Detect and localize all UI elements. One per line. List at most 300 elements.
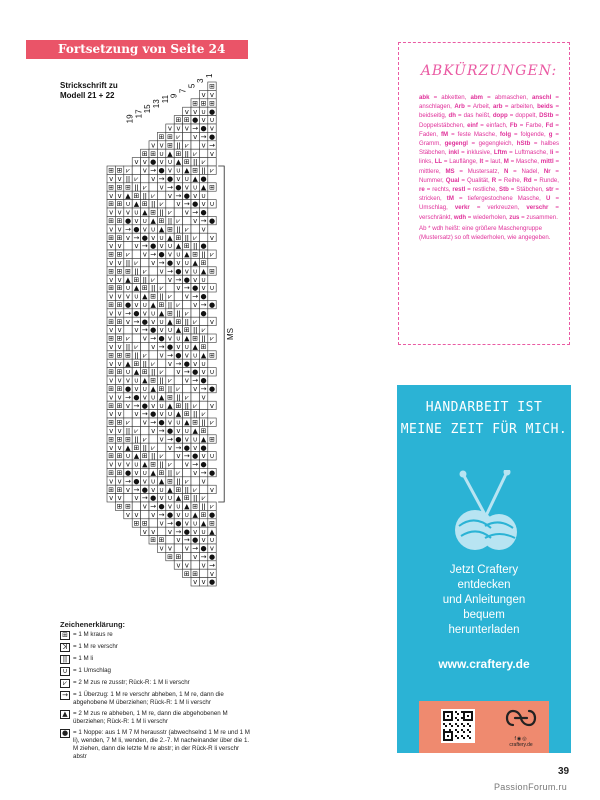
chart-cell [132,166,140,174]
chart-stitch-symbol: → [175,191,182,200]
chart-stitch-symbol: ▲ [158,393,165,402]
chart-stitch-symbol: ▲ [200,435,207,444]
chart-stitch-symbol: v [117,359,122,368]
chart-stitch-symbol: ▲ [150,385,156,393]
chart-cell [174,208,182,216]
chart-stitch-symbol: ● [158,418,165,427]
chart-stitch-symbol: ⊞ [116,385,123,393]
chart-stitch-symbol: ⊞ [108,200,115,209]
chart-stitch-symbol: v [125,376,131,385]
chart-stitch-symbol: ǀǀ [151,452,156,461]
chart-stitch-symbol: ⊞ [175,485,182,494]
chart-stitch-symbol: v [151,317,156,326]
chart-stitch-symbol: v [151,511,156,519]
chart-stitch-symbol: → [167,267,173,276]
chart-stitch-symbol: ⩗ [201,410,206,419]
chart-stitch-symbol: v [134,410,139,419]
chart-stitch-symbol: ● [150,158,157,167]
chart-stitch-symbol: v [167,275,173,284]
chart-stitch-symbol: ∪ [159,149,165,158]
chart-stitch-symbol: ⊞ [183,494,190,503]
chart-cell [141,342,149,350]
abbreviation-meaning: = Masche, [508,158,541,166]
chart-stitch-symbol: ⊞ [108,469,115,477]
chart-stitch-symbol: ⊞ [158,301,165,309]
chart-stitch-symbol: ⊞ [209,183,215,192]
chart-cell [157,443,165,451]
chart-stitch-symbol: ⊞ [175,233,182,242]
chart-stitch-symbol: ● [141,401,148,410]
chart-cell [124,410,132,418]
chart-stitch-symbol: ⊞ [209,435,215,444]
abbreviation-term: LL [434,158,443,166]
chart-stitch-symbol: ⊞ [167,225,173,234]
chart-stitch-symbol: ⊞ [175,553,182,561]
chart-stitch-symbol: ● [183,443,190,452]
chart-stitch-symbol: ● [208,133,216,141]
chart-stitch-symbol: ∪ [184,175,190,183]
chart-stitch-symbol: ● [192,368,199,377]
chart-stitch-symbol: v [142,418,147,427]
chart-stitch-symbol: ⊞ [108,217,115,225]
abbreviation-term: beids [537,103,553,111]
chart-stitch-symbol: v [184,267,189,276]
chart-stitch-symbol: v [117,326,122,335]
chart-stitch-symbol: v [201,91,206,99]
chart-stitch-symbol: ● [175,183,182,192]
chart-stitch-symbol: ⊞ [133,519,140,528]
chart-stitch-symbol: ∪ [175,250,181,259]
chart-stitch-symbol: ∪ [192,519,198,528]
chart-stitch-symbol: ● [208,469,216,477]
chart-stitch-symbol: ⩗ [126,166,130,175]
abbreviation-meaning: = das heißt, [455,112,493,120]
chart-stitch-symbol: ∪ [209,284,215,293]
chart-stitch-symbol: ▲ [158,309,165,318]
chart-stitch-symbol: → [175,275,182,284]
chart-stitch-symbol: ⩗ [168,208,172,217]
chart-stitch-symbol: v [201,561,206,570]
chart-stitch-symbol: v [209,401,215,410]
ad-headline-line2: MEINE ZEIT FÜR MICH. [400,422,568,437]
chart-stitch-symbol: ⊞ [116,469,123,477]
chart-cell [149,267,157,275]
chart-stitch-symbol: v [151,233,156,242]
chart-stitch-symbol: v [176,561,181,570]
chart-stitch-symbol: ⊞ [133,275,140,284]
chart-stitch-symbol: ǀǀ [201,166,206,175]
legend-item-text: = 1 M re verschr [73,643,118,650]
chart-stitch-symbol: v [109,393,114,402]
ad-body-line: entdecken [457,579,511,591]
chart-stitch-symbol: v [142,309,147,318]
chart-stitch-symbol: → [158,175,165,183]
chart-stitch-symbol: ⩗ [193,485,198,494]
abbreviation-meaning: = Runde, [531,176,559,184]
legend-item [60,679,250,688]
chart-stitch-symbol: v [184,124,189,133]
chart-stitch-symbol: ǀǀ [201,250,206,259]
chart-stitch-symbol: ⊞ [200,99,207,108]
chart-stitch-symbol: → [133,233,140,242]
abbreviation-term: arb [492,103,503,111]
craftery-logo [503,705,539,748]
chart-stitch-symbol: ∪ [209,200,215,209]
chart-stitch-symbol: ⩗ [184,477,189,486]
chart-stitch-symbol: v [151,141,156,150]
chart-stitch-symbol: v [134,326,139,335]
abbreviation-meaning: = anschlagen, [419,94,559,111]
chart-stitch-symbol: ● [158,250,165,259]
chart-cell [183,216,191,224]
chart-stitch-symbol: ǀǀ [184,149,189,158]
abbreviation-term: R [491,176,497,184]
chart-stitch-symbol: ∪ [133,292,139,301]
chart-stitch-symbol: ⩗ [184,393,189,402]
chart-stitch-symbol: → [158,427,165,435]
chart-stitch-symbol: ⩗ [151,191,156,200]
social-icons: f◉◎ [514,736,528,742]
chart-stitch-symbol: ● [150,326,157,335]
chart-stitch-symbol: v [167,124,173,133]
chart-stitch-symbol: v [167,527,173,536]
chart-stitch-symbol: v [159,141,164,150]
chart-stitch-symbol: ▲ [133,368,140,377]
chart-stitch-symbol: ⊞ [108,401,115,410]
chart-stitch-symbol: v [184,376,189,385]
legend-item-text: = 1 Überzug: 1 M re verschr abheben, 1 M re, dann die abgehobene M überziehen; Rück-R: 1 M li verschr [73,691,224,706]
chart-stitch-symbol: v [151,485,156,494]
chart-cell [157,275,165,283]
chart-stitch-symbol: ▲ [142,208,148,217]
chart-stitch-symbol: v [125,511,131,519]
chart-stitch-symbol: ⩗ [210,334,214,343]
chart-stitch-symbol: ⊞ [209,82,215,91]
chart-stitch-symbol: ⩗ [210,250,214,259]
chart-stitch-symbol: ● [200,124,207,133]
chart-stitch-symbol: v [176,175,181,183]
chart-stitch-symbol: → [125,477,131,486]
chart-stitch-symbol: ⊞ [200,427,207,435]
chart-stitch-symbol: ǀǀ [176,393,181,402]
chart-stitch-symbol: ● [200,309,207,318]
chart-stitch-symbol: ∪ [150,309,156,318]
legend-list [60,631,250,761]
chart-cell [132,250,140,258]
chart-cell [149,435,157,443]
chart-cell [141,258,149,266]
legend-item [60,729,250,761]
chart-cell [191,225,199,233]
chart-cell [208,158,216,166]
abbreviation-meaning: = einfach, [477,121,510,129]
chart-stitch-symbol: ⊞ [141,149,148,158]
chart-stitch-symbol: v [109,259,114,267]
chart-stitch-symbol: ⩗ [201,326,206,335]
abbreviation-meaning: = rechts, [424,186,453,194]
abbreviation-meaning: = Reihe, [496,176,524,184]
chart-stitch-symbol: ⊞ [192,418,199,427]
chart-stitch-symbol: → [192,124,199,133]
chart-stitch-symbol: ● [175,519,182,528]
chart-stitch-symbol: ⊞ [108,452,115,461]
chart-row-label: 1 [205,73,214,78]
chart-stitch-symbol: ⊞ [150,460,157,469]
chart-stitch-symbol: → [192,376,199,385]
chart-stitch-symbol: ⊞ [116,418,123,427]
chart-stitch-symbol: ● [208,385,216,393]
chart-stitch-symbol: ▲ [200,351,207,360]
chart-stitch-symbol: ǀǀ [125,427,131,435]
abbreviation-meaning: = doppelt, [507,112,540,120]
chart-stitch-symbol: v [109,292,114,301]
chart-stitch-symbol: v [201,393,206,402]
chart-stitch-symbol: ⊞ [108,351,115,360]
chart-stitch-symbol: ǀǀ [176,225,181,234]
chart-stitch-symbol: ● [200,460,207,469]
chart-stitch-symbol: ǀǀ [193,158,198,167]
chart-stitch-symbol: ∪ [133,460,139,469]
chart-cell [174,460,182,468]
chart-stitch-symbol: ▲ [125,359,131,368]
chart-cell [199,149,207,157]
chart-stitch-symbol: v [151,527,156,536]
abbreviation-term: Arb [454,103,465,111]
purl-icon: ǀǀ [60,655,70,664]
chart-stitch-symbol: v [184,519,189,528]
chart-stitch-symbol: ● [166,259,174,267]
chart-stitch-symbol: ǀǀ [125,175,131,183]
abbreviation-meaning: = mittlere, [419,158,560,175]
chart-stitch-symbol: ⊞ [209,99,215,108]
chart-stitch-symbol: → [183,200,190,209]
chart-cell [132,502,140,510]
chart-stitch-symbol: ǀǀ [184,317,189,326]
chart-stitch-symbol: → [141,242,148,251]
chart-stitch-symbol: ∪ [184,343,190,351]
chart-stitch-symbol: ⩗ [193,401,198,410]
chart-stitch-symbol: ⊞ [183,326,190,335]
chart-stitch-symbol: ⊞ [167,477,173,486]
chart-stitch-symbol: ⊞ [183,410,190,419]
chart-stitch-symbol: ▲ [142,376,148,385]
abbreviation-meaning: = feste Masche, [448,130,500,138]
chart-stitch-symbol: ⊞ [167,141,173,150]
chart-stitch-symbol: v [109,359,114,368]
chart-stitch-symbol: v [117,477,122,486]
chart-stitch-symbol: ⊞ [108,317,115,326]
chart-stitch-symbol: ● [192,452,199,461]
chart-stitch-symbol: ⊞ [141,452,148,461]
legend-item [60,643,250,652]
chart-stitch-symbol: ● [158,502,165,511]
chart-stitch-symbol: ▲ [167,233,173,242]
chart-stitch-symbol: ⩗ [134,427,139,435]
chart-stitch-symbol: ● [150,242,157,251]
chart-stitch-symbol: v [193,191,198,200]
chart-stitch-symbol: v [125,460,131,469]
abbreviation-term: abk [419,94,430,101]
legend-item [60,710,250,726]
chart-stitch-symbol: v [134,494,139,503]
chart-stitch-symbol: ● [175,351,182,360]
chart-stitch-symbol: ⊞ [167,553,173,561]
chart-stitch-symbol: ǀǀ [201,418,206,427]
ad-headline-line1: HANDARBEIT IST [425,400,543,415]
chart-stitch-symbol: v [201,452,206,461]
chart-stitch-symbol: ǀǀ [159,376,164,385]
chart-stitch-symbol: ▲ [150,301,156,309]
chart-stitch-symbol: ▲ [158,477,165,486]
chart-stitch-symbol: v [176,427,181,435]
chart-stitch-symbol: v [209,544,215,553]
continuation-header-text: Fortsetzung von Seite 24 [58,42,226,56]
chart-stitch-symbol: v [134,385,139,393]
craftery-advertisement[interactable] [397,385,571,753]
chart-stitch-symbol: ● [208,217,216,225]
chart-stitch-symbol: v [125,317,131,326]
qr-code-icon[interactable] [441,709,475,743]
chart-stitch-symbol: ⊞ [192,334,199,343]
abbreviation-meaning: = Arbeit, [464,103,493,111]
chart-stitch-symbol: → [192,544,199,553]
chart-stitch-symbol: ⩗ [159,368,164,377]
chart-stitch-symbol: ⩗ [142,183,147,192]
knit-through-back-loop-icon: ⊞ [60,631,70,640]
chart-stitch-symbol: ǀǀ [201,502,206,511]
chart-stitch-symbol: v [117,494,122,503]
chart-stitch-symbol: ⊞ [108,166,115,175]
abbreviation-term: N [503,167,509,175]
chart-row-label: 7 [178,88,188,94]
chart-stitch-symbol: ǀǀ [176,477,181,486]
knitting-chart [95,70,235,670]
chart-stitch-symbol: v [184,292,189,301]
chart-stitch-symbol: ⊞ [125,502,131,511]
abbreviation-term: restl [452,186,466,194]
chart-stitch-symbol: ● [175,267,182,276]
chart-stitch-symbol: ∪ [192,435,198,444]
chart-stitch-symbol: v [167,418,173,427]
chart-stitch-symbol: ⊞ [116,233,123,242]
abbreviation-meaning: = halbes Stäbchen, [419,140,560,157]
abbreviation-meaning: = Mustersatz, [454,167,504,175]
abbreviation-meaning: = Stäbchen, [508,186,546,194]
chart-stitch-symbol: v [109,410,114,419]
chart-stitch-symbol: ⩗ [126,418,130,427]
chart-stitch-symbol: ⊞ [108,250,115,259]
chart-stitch-symbol: v [117,393,122,402]
ad-url-link[interactable]: www.craftery.de [438,657,530,671]
chart-stitch-symbol: ∪ [201,527,207,536]
chart-stitch-symbol: v [193,301,198,309]
abbreviations-box [398,42,570,345]
chart-stitch-symbol: v [184,544,189,553]
chart-stitch-symbol: ● [166,511,174,519]
chart-stitch-symbol: v [201,477,206,486]
chart-stitch-symbol: ⊞ [183,242,190,251]
chart-stitch-symbol: v [117,376,122,385]
chart-stitch-symbol: v [201,116,206,125]
chart-stitch-symbol: v [109,309,114,318]
chart-stitch-symbol: ∪ [167,242,173,251]
chart-stitch-symbol: v [201,141,206,150]
chart-stitch-symbol: v [117,443,122,452]
abbreviation-meaning: = Faden, [419,121,559,138]
chart-stitch-symbol: ǀǀ [125,259,131,267]
chart-stitch-symbol: ∪ [142,301,148,309]
chart-stitch-symbol: ∪ [159,233,165,242]
abbreviation-meaning: = inklusive, [459,149,494,157]
chart-stitch-symbol: v [193,275,198,284]
chart-stitch-symbol: → [167,351,173,360]
chart-stitch-symbol: v [142,502,147,511]
chart-stitch-symbol: ● [124,217,132,225]
chart-stitch-symbol: ● [200,242,207,251]
chart-cell [132,418,140,426]
chart-stitch-symbol: ● [200,208,207,217]
chart-stitch-symbol: v [117,191,122,200]
chart-stitch-symbol: v [151,401,156,410]
abbreviation-term: M [503,158,509,166]
chart-stitch-symbol: ● [133,393,140,402]
chart-stitch-symbol: → [200,133,207,141]
skp-icon: → [60,691,70,700]
chart-stitch-symbol: ⊞ [150,292,157,301]
chart-stitch-symbol: ǀǀ [159,292,164,301]
chart-stitch-symbol: ∪ [209,536,215,545]
chart-stitch-symbol: → [167,435,173,444]
chart-stitch-symbol: ǀǀ [184,401,189,410]
abbreviation-meaning: = Lauflänge, [442,158,480,166]
chart-stitch-symbol: ǀǀ [134,183,139,192]
chart-stitch-symbol: v [176,200,181,209]
chart-stitch-symbol: v [134,217,139,225]
chart-stitch-symbol: ǀǀ [167,469,173,477]
chart-cell [199,233,207,241]
chart-stitch-symbol: ǀǀ [167,301,173,309]
legend-item [60,631,250,640]
chart-stitch-symbol: ∪ [175,334,181,343]
chart-cell [183,132,191,140]
chart-stitch-symbol: ⊞ [125,183,131,192]
chart-stitch-symbol: ⊞ [141,519,148,528]
chart-stitch-symbol: v [125,401,131,410]
chart-cell [191,477,199,485]
chart-stitch-symbol: v [134,301,139,309]
legend-item-text: = 1 Umschlag [73,667,112,674]
chart-stitch-symbol: ⊞ [116,183,123,192]
chart-stitch-symbol: ⊞ [133,359,140,368]
abbreviations-title: ABKÜRZUNGEN: [420,63,558,79]
chart-stitch-symbol: ⊞ [200,511,207,519]
chart-stitch-symbol: ∪ [150,225,156,234]
chart-stitch-symbol: ∪ [192,183,198,192]
chart-stitch-symbol: ⊞ [116,217,123,225]
abbreviation-term: hStb [516,140,531,148]
chart-stitch-symbol: ⩗ [210,418,214,427]
chart-stitch-symbol: ● [133,477,140,486]
chart-stitch-symbol: ▲ [175,494,182,503]
legend [60,620,250,764]
chart-cell [157,527,165,535]
chart-stitch-symbol: ⊞ [116,452,123,461]
chart-stitch-symbol: ∪ [150,477,156,486]
chart-stitch-symbol: ⊞ [116,200,123,209]
chart-cell [183,384,191,392]
abbreviations-text [419,93,559,222]
abbreviation-term: zus [509,213,520,221]
